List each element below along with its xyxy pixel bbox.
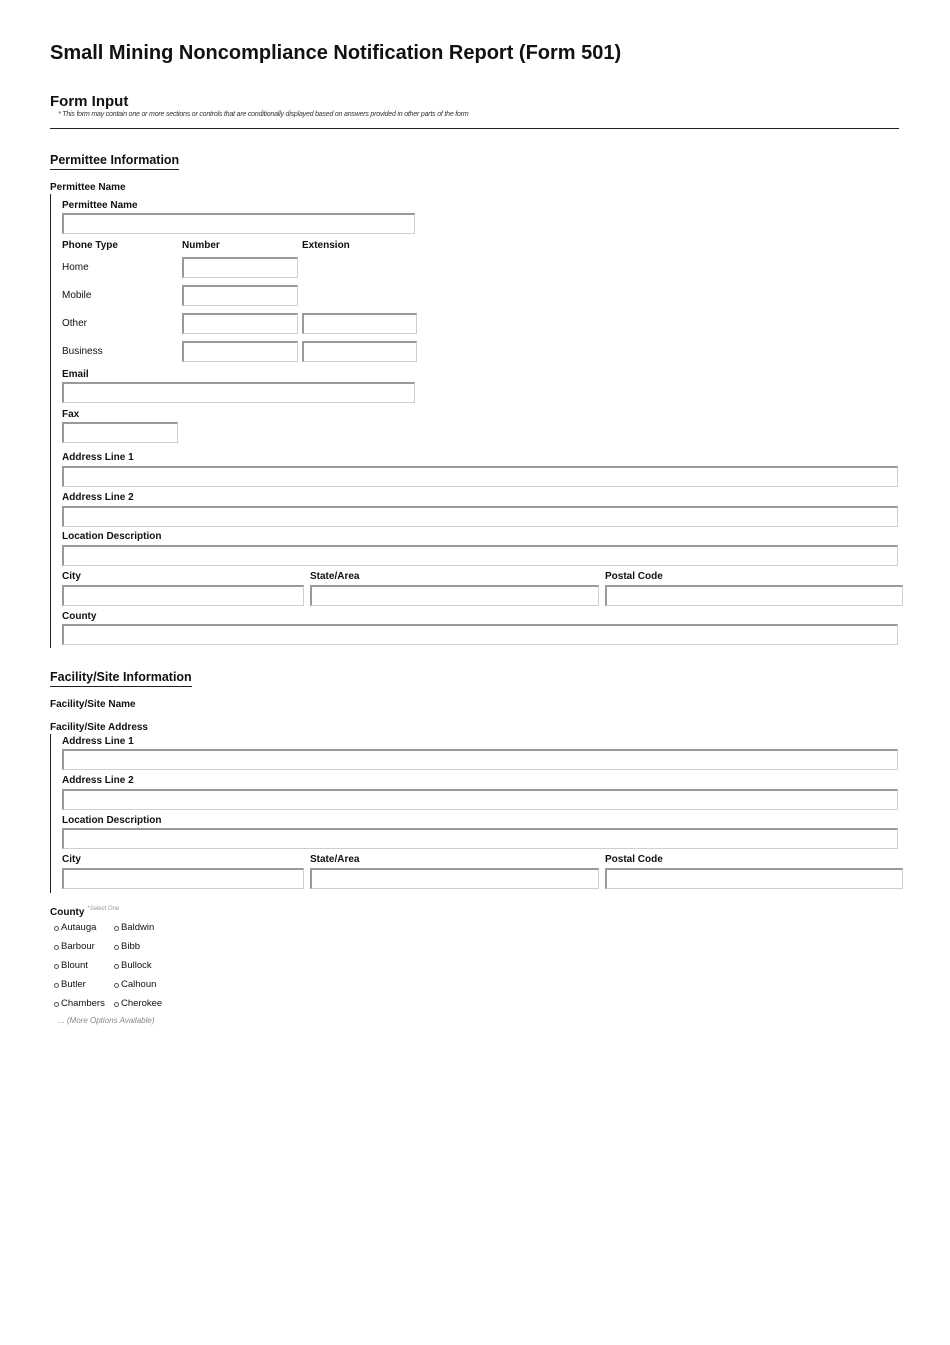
county-option-label: Blount [61,960,88,971]
facility-name-label: Facility/Site Name [50,699,136,710]
email-label: Email [62,369,89,380]
radio-icon[interactable] [114,964,119,969]
county-option-baldwin[interactable] [114,922,154,933]
facility-address-group-label: Facility/Site Address [50,722,148,733]
radio-icon[interactable] [54,945,59,950]
header-divider [50,128,899,129]
radio-icon[interactable] [54,926,59,931]
more-options-note: ... (More Options Available) [58,1016,155,1025]
radio-icon[interactable] [54,964,59,969]
home-phone-number-input[interactable] [182,257,298,278]
county-option-barbour[interactable] [54,941,95,952]
county-option-label: Baldwin [121,922,155,933]
county-option-label: Bibb [121,941,141,952]
phone-extension-header: Extension [302,240,350,251]
facility-address1-input[interactable] [62,749,898,770]
radio-icon[interactable] [114,945,119,950]
permittee-address2-label: Address Line 2 [62,492,134,503]
facility-address-group-bar [50,734,51,893]
form-input-heading: Form Input [50,93,129,110]
county-option-bullock[interactable] [114,960,152,971]
permittee-state-input[interactable] [310,585,599,606]
facility-postal-input[interactable] [605,868,903,889]
permittee-county-label: County [62,611,97,622]
radio-icon[interactable] [54,983,59,988]
facility-location-input[interactable] [62,828,898,849]
facility-city-label: City [62,854,81,865]
form-title: Small Mining Noncompliance Notification Report (Form 501) [50,42,622,64]
business-phone-extension-input[interactable] [302,341,417,362]
county-option-autauga[interactable] [54,922,96,933]
radio-icon[interactable] [114,983,119,988]
facility-county-label-text: County [50,907,85,918]
county-option-calhoun[interactable] [114,979,156,990]
permittee-postal-label: Postal Code [605,571,663,582]
select-one-hint: *Select One [87,906,120,912]
county-option-chambers[interactable] [54,998,105,1009]
county-option-bibb[interactable] [114,941,140,952]
county-option-label: Barbour [61,941,95,952]
permittee-address2-input[interactable] [62,506,898,527]
permittee-address1-input[interactable] [62,466,898,487]
other-phone-extension-input[interactable] [302,313,417,334]
permittee-city-input[interactable] [62,585,304,606]
county-option-label: Butler [61,979,86,990]
conditional-display-note: * This form may contain one or more sections or controls that are conditionally displayed based on answers provided in other parts of the form [58,111,469,118]
permittee-name-label: Permittee Name [62,200,138,211]
county-option-butler[interactable] [54,979,86,990]
facility-address2-input[interactable] [62,789,898,810]
facility-state-label: State/Area [310,854,360,865]
permittee-postal-input[interactable] [605,585,903,606]
business-phone-number-input[interactable] [182,341,298,362]
email-input[interactable] [62,382,415,403]
other-phone-number-input[interactable] [182,313,298,334]
permittee-location-input[interactable] [62,545,898,566]
permittee-address1-label: Address Line 1 [62,452,134,463]
phone-number-header: Number [182,240,220,251]
county-option-label: Calhoun [121,979,157,990]
permittee-county-input[interactable] [62,624,898,645]
county-option-label: Autauga [61,922,97,933]
facility-postal-label: Postal Code [605,854,663,865]
radio-icon[interactable] [114,926,119,931]
county-option-label: Cherokee [121,998,163,1009]
permittee-location-label: Location Description [62,531,162,542]
fax-input[interactable] [62,422,178,443]
phone-type-header: Phone Type [62,240,118,251]
permittee-state-label: State/Area [310,571,360,582]
permittee-name-input[interactable] [62,213,415,234]
permittee-group-bar [50,194,51,648]
facility-county-label [50,906,119,918]
facility-section-title: Facility/Site Information [50,670,192,687]
facility-city-input[interactable] [62,868,304,889]
permittee-city-label: City [62,571,81,582]
phone-type-home: Home [62,262,89,273]
radio-icon[interactable] [114,1002,119,1007]
facility-location-label: Location Description [62,815,162,826]
mobile-phone-number-input[interactable] [182,285,298,306]
phone-type-mobile: Mobile [62,290,92,301]
county-option-label: Bullock [121,960,152,971]
radio-icon[interactable] [54,1002,59,1007]
county-option-label: Chambers [61,998,105,1009]
county-option-cherokee[interactable] [114,998,162,1009]
permittee-group-label: Permittee Name [50,182,126,193]
phone-type-other: Other [62,318,88,329]
facility-address1-label: Address Line 1 [62,736,134,747]
permittee-section-title: Permittee Information [50,153,179,170]
county-option-blount[interactable] [54,960,88,971]
phone-type-business: Business [62,346,103,357]
fax-label: Fax [62,409,80,420]
facility-address2-label: Address Line 2 [62,775,134,786]
facility-state-input[interactable] [310,868,599,889]
